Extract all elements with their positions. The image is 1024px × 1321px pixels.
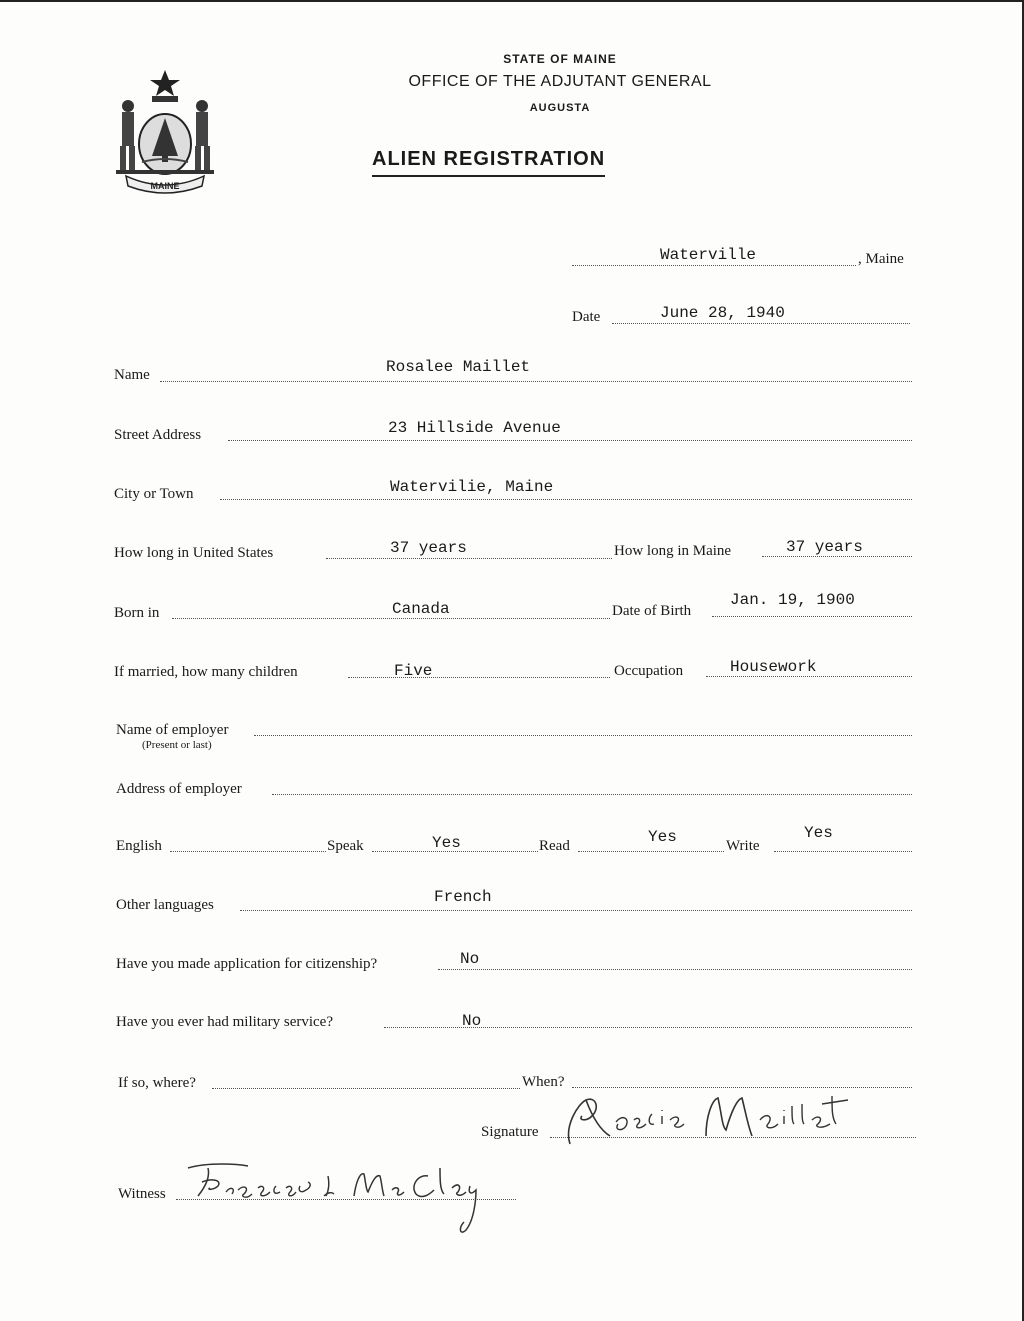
witness-signature-image bbox=[178, 1156, 528, 1246]
english-line bbox=[170, 851, 326, 852]
us-value: 37 years bbox=[390, 539, 467, 557]
other-languages-value: French bbox=[434, 888, 492, 906]
maine-line bbox=[762, 556, 912, 557]
name-label: Name bbox=[114, 367, 150, 383]
write-value: Yes bbox=[804, 824, 833, 842]
us-line bbox=[326, 558, 612, 559]
born-value: Canada bbox=[392, 600, 450, 618]
children-value: Five bbox=[394, 662, 433, 680]
dob-line bbox=[712, 616, 912, 617]
dob-value: Jan. 19, 1900 bbox=[730, 591, 855, 609]
military-label: Have you ever had military service? bbox=[116, 1014, 333, 1030]
date-line bbox=[612, 323, 910, 324]
occupation-value: Housework bbox=[730, 658, 817, 676]
employer-line bbox=[254, 735, 912, 736]
signature-label: Signature bbox=[481, 1124, 539, 1140]
employer-label: Name of employer bbox=[116, 722, 229, 738]
read-label: Read bbox=[539, 838, 570, 854]
witness-label: Witness bbox=[118, 1186, 166, 1202]
employer-address-label: Address of employer bbox=[116, 781, 242, 797]
street-value: 23 Hillside Avenue bbox=[388, 419, 561, 437]
citizenship-label: Have you made application for citizenship? bbox=[116, 956, 378, 972]
where-label: If so, where? bbox=[118, 1075, 196, 1091]
signature-image bbox=[556, 1086, 916, 1150]
state-heading: STATE OF MAINE bbox=[503, 52, 617, 66]
street-line bbox=[228, 440, 912, 441]
speak-label: Speak bbox=[327, 838, 364, 854]
name-value: Rosalee Maillet bbox=[386, 358, 531, 376]
place-value: Waterville bbox=[660, 246, 757, 264]
city-label: City or Town bbox=[114, 486, 194, 502]
other-languages-line bbox=[240, 910, 912, 911]
city-value: Watervilie, Maine bbox=[390, 478, 554, 496]
children-label: If married, how many children bbox=[114, 664, 298, 680]
maine-seal-icon bbox=[112, 66, 218, 194]
name-line bbox=[160, 381, 912, 382]
military-value: No bbox=[462, 1012, 482, 1030]
speak-value: Yes bbox=[432, 834, 461, 852]
svg-text:MAINE: MAINE bbox=[150, 181, 180, 191]
city-line bbox=[220, 499, 912, 500]
english-label: English bbox=[116, 838, 162, 854]
born-label: Born in bbox=[114, 605, 160, 621]
dob-label: Date of Birth bbox=[612, 603, 692, 619]
write-label: Write bbox=[726, 838, 760, 854]
maine-label: How long in Maine bbox=[614, 543, 732, 559]
read-value: Yes bbox=[648, 828, 677, 846]
street-label: Street Address bbox=[114, 427, 202, 443]
place-suffix: , Maine bbox=[858, 251, 904, 267]
form-title: ALIEN REGISTRATION bbox=[372, 148, 605, 177]
citizenship-value: No bbox=[460, 950, 480, 968]
when-label: When? bbox=[522, 1074, 565, 1090]
office-heading: OFFICE OF THE ADJUTANT GENERAL bbox=[408, 73, 712, 90]
where-line bbox=[212, 1088, 520, 1089]
city-heading: AUGUSTA bbox=[529, 102, 591, 114]
born-line bbox=[172, 618, 610, 619]
other-languages-label: Other languages bbox=[116, 897, 214, 913]
write-line bbox=[774, 851, 912, 852]
top-border bbox=[0, 0, 1024, 2]
maine-value: 37 years bbox=[786, 538, 863, 556]
read-line bbox=[578, 851, 724, 852]
children-line bbox=[348, 677, 610, 678]
occupation-line bbox=[706, 676, 912, 677]
place-line bbox=[572, 265, 856, 266]
occupation-label: Occupation bbox=[614, 663, 684, 679]
employer-address-line bbox=[272, 794, 912, 795]
date-value: June 28, 1940 bbox=[660, 304, 785, 322]
employer-sublabel: (Present or last) bbox=[142, 739, 212, 751]
date-label: Date bbox=[572, 309, 601, 325]
us-label: How long in United States bbox=[114, 545, 274, 561]
citizenship-line bbox=[438, 969, 912, 970]
